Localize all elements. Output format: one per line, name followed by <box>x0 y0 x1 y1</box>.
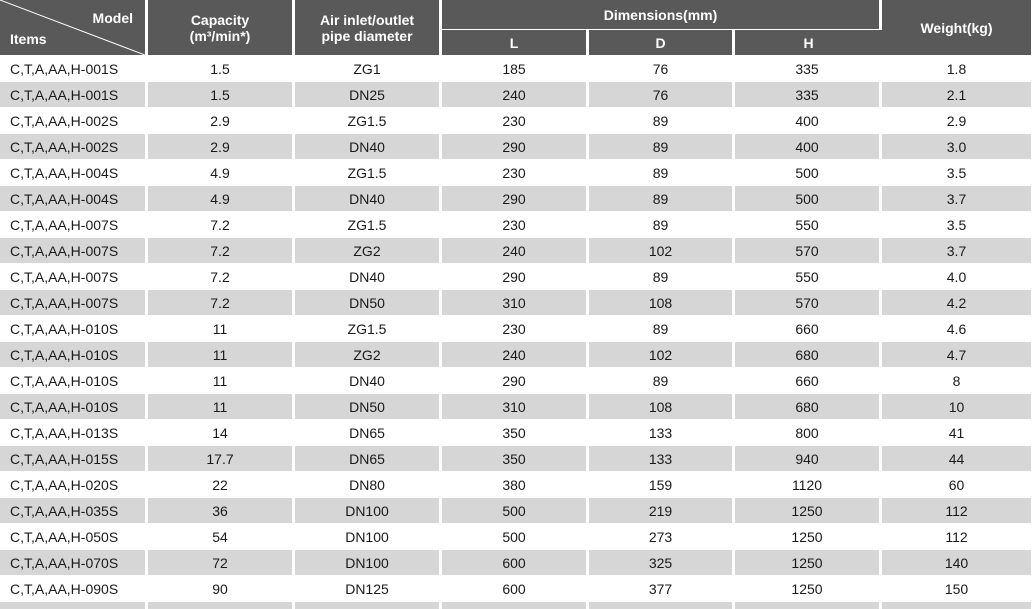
item-cell: C,T,A,AA,H-002S <box>0 107 148 133</box>
item-cell: C,T,A,AA,H-010S <box>0 341 148 367</box>
dim-l-cell: 500 <box>442 497 589 523</box>
table-row-partial <box>0 601 1031 609</box>
capacity-cell: 7.2 <box>148 237 295 263</box>
pipe-diameter-cell: ZG2 <box>295 341 442 367</box>
dim-h-cell: 500 <box>735 185 882 211</box>
weight-cell: 4.7 <box>882 341 1031 367</box>
dim-l-cell: 310 <box>442 289 589 315</box>
table-row <box>0 497 1031 523</box>
dim-h-cell: 660 <box>735 367 882 393</box>
capacity-header-line2: (m³/min*) <box>189 27 251 44</box>
dim-d-cell: 159 <box>589 471 735 497</box>
dim-h-cell: 800 <box>735 419 882 445</box>
dim-d-cell: 219 <box>589 497 735 523</box>
dim-d-cell: 89 <box>589 107 735 133</box>
pipe-diameter-cell: ZG1.5 <box>295 159 442 185</box>
table-row <box>0 263 1031 289</box>
dim-l-cell: 500 <box>442 523 589 549</box>
pipe-diameter-cell: DN100 <box>295 497 442 523</box>
empty-cell <box>882 601 1031 609</box>
capacity-cell: 14 <box>148 419 295 445</box>
dim-h-cell: 680 <box>735 341 882 367</box>
dim-h-cell: 1120 <box>735 471 882 497</box>
table-row <box>0 211 1031 237</box>
dim-d-cell: 133 <box>589 445 735 471</box>
weight-cell: 3.0 <box>882 133 1031 159</box>
empty-cell <box>148 601 295 609</box>
pipe-diameter-cell: DN100 <box>295 549 442 575</box>
dimensions-header: Dimensions(mm) <box>442 0 882 29</box>
capacity-cell: 1.5 <box>148 55 295 81</box>
table-row <box>0 549 1031 575</box>
dim-d-cell: 89 <box>589 211 735 237</box>
weight-cell: 8 <box>882 367 1031 393</box>
table-row <box>0 393 1031 419</box>
capacity-cell: 54 <box>148 523 295 549</box>
item-cell: C,T,A,AA,H-050S <box>0 523 148 549</box>
dim-d-cell: 89 <box>589 185 735 211</box>
dim-l-cell: 290 <box>442 367 589 393</box>
dim-l-cell: 240 <box>442 237 589 263</box>
pipe-diameter-cell: ZG1.5 <box>295 107 442 133</box>
dim-d-cell: 89 <box>589 367 735 393</box>
dim-l-header: L <box>442 29 589 55</box>
item-cell: C,T,A,AA,H-004S <box>0 159 148 185</box>
table-row <box>0 419 1031 445</box>
dim-l-cell: 380 <box>442 471 589 497</box>
weight-cell: 3.5 <box>882 211 1031 237</box>
capacity-cell: 11 <box>148 315 295 341</box>
dim-h-cell: 550 <box>735 263 882 289</box>
capacity-header <box>148 0 295 55</box>
dim-h-cell: 400 <box>735 133 882 159</box>
capacity-cell: 7.2 <box>148 289 295 315</box>
weight-cell: 4.2 <box>882 289 1031 315</box>
dim-h-header: H <box>735 29 882 55</box>
dim-h-cell: 1250 <box>735 523 882 549</box>
empty-cell <box>0 601 148 609</box>
item-cell: C,T,A,AA,H-013S <box>0 419 148 445</box>
table-row <box>0 471 1031 497</box>
pipe-diameter-cell: ZG1 <box>295 55 442 81</box>
dim-d-cell: 89 <box>589 159 735 185</box>
item-cell: C,T,A,AA,H-090S <box>0 575 148 601</box>
capacity-cell: 7.2 <box>148 211 295 237</box>
pipe-diameter-cell: DN100 <box>295 523 442 549</box>
table-row <box>0 523 1031 549</box>
table-row <box>0 341 1031 367</box>
dim-l-cell: 240 <box>442 341 589 367</box>
dim-h-cell: 660 <box>735 315 882 341</box>
item-cell: C,T,A,AA,H-007S <box>0 289 148 315</box>
item-cell: C,T,A,AA,H-015S <box>0 445 148 471</box>
weight-cell: 2.9 <box>882 107 1031 133</box>
table-row <box>0 55 1031 81</box>
table-row <box>0 107 1031 133</box>
capacity-cell: 2.9 <box>148 133 295 159</box>
capacity-cell: 22 <box>148 471 295 497</box>
item-cell: C,T,A,AA,H-070S <box>0 549 148 575</box>
capacity-cell: 1.5 <box>148 81 295 107</box>
weight-cell: 44 <box>882 445 1031 471</box>
item-cell: C,T,A,AA,H-007S <box>0 263 148 289</box>
pipe-diameter-cell: DN50 <box>295 289 442 315</box>
item-cell: C,T,A,AA,H-002S <box>0 133 148 159</box>
pipe-header-line2: pipe diameter <box>321 27 413 44</box>
weight-cell: 112 <box>882 523 1031 549</box>
table-row <box>0 445 1031 471</box>
dim-l-cell: 290 <box>442 263 589 289</box>
weight-cell: 4.6 <box>882 315 1031 341</box>
dim-l-cell: 350 <box>442 419 589 445</box>
dim-d-cell: 102 <box>589 237 735 263</box>
empty-cell <box>735 601 882 609</box>
pipe-diameter-cell: DN80 <box>295 471 442 497</box>
capacity-cell: 17.7 <box>148 445 295 471</box>
pipe-diameter-cell: DN25 <box>295 81 442 107</box>
dim-h-cell: 1250 <box>735 549 882 575</box>
weight-cell: 3.7 <box>882 237 1031 263</box>
table-row <box>0 315 1031 341</box>
capacity-header-line1: Capacity <box>190 11 250 28</box>
table-row <box>0 133 1031 159</box>
capacity-cell: 72 <box>148 549 295 575</box>
dim-h-cell: 500 <box>735 159 882 185</box>
weight-cell: 112 <box>882 497 1031 523</box>
table-row <box>0 81 1031 107</box>
dim-h-cell: 1250 <box>735 497 882 523</box>
dim-l-cell: 290 <box>442 133 589 159</box>
dim-l-cell: 230 <box>442 315 589 341</box>
dim-l-cell: 600 <box>442 575 589 601</box>
weight-cell: 10 <box>882 393 1031 419</box>
item-cell: C,T,A,AA,H-035S <box>0 497 148 523</box>
weight-cell: 140 <box>882 549 1031 575</box>
dim-h-cell: 1250 <box>735 575 882 601</box>
pipe-diameter-header <box>295 0 442 55</box>
weight-cell: 4.0 <box>882 263 1031 289</box>
item-cell: C,T,A,AA,H-001S <box>0 55 148 81</box>
pipe-diameter-cell: DN125 <box>295 575 442 601</box>
dim-l-cell: 230 <box>442 159 589 185</box>
items-label: Items <box>10 31 47 47</box>
table-header <box>0 0 1031 55</box>
model-label: Model <box>92 10 133 26</box>
dim-d-cell: 76 <box>589 81 735 107</box>
dim-h-cell: 550 <box>735 211 882 237</box>
dim-l-cell: 185 <box>442 55 589 81</box>
header-row-top <box>0 0 1031 29</box>
empty-cell <box>442 601 589 609</box>
pipe-diameter-cell: DN40 <box>295 263 442 289</box>
weight-cell: 2.1 <box>882 81 1031 107</box>
table-row <box>0 159 1031 185</box>
dim-l-cell: 240 <box>442 81 589 107</box>
table-body <box>0 55 1031 609</box>
empty-cell <box>589 601 735 609</box>
dim-l-cell: 230 <box>442 211 589 237</box>
table-row <box>0 289 1031 315</box>
weight-header: Weight(kg) <box>882 0 1031 55</box>
capacity-cell: 90 <box>148 575 295 601</box>
item-cell: C,T,A,AA,H-020S <box>0 471 148 497</box>
dim-d-cell: 273 <box>589 523 735 549</box>
dim-d-cell: 89 <box>589 133 735 159</box>
item-cell: C,T,A,AA,H-007S <box>0 237 148 263</box>
item-cell: C,T,A,AA,H-001S <box>0 81 148 107</box>
dim-d-cell: 108 <box>589 289 735 315</box>
dim-h-cell: 335 <box>735 55 882 81</box>
dim-h-cell: 570 <box>735 289 882 315</box>
weight-cell: 150 <box>882 575 1031 601</box>
capacity-cell: 4.9 <box>148 185 295 211</box>
table-row <box>0 237 1031 263</box>
capacity-cell: 11 <box>148 367 295 393</box>
capacity-cell: 36 <box>148 497 295 523</box>
dim-l-cell: 310 <box>442 393 589 419</box>
dim-l-cell: 350 <box>442 445 589 471</box>
table-row <box>0 367 1031 393</box>
capacity-cell: 11 <box>148 341 295 367</box>
dim-d-cell: 377 <box>589 575 735 601</box>
dim-l-cell: 290 <box>442 185 589 211</box>
empty-cell <box>295 601 442 609</box>
weight-cell: 41 <box>882 419 1031 445</box>
dim-h-cell: 680 <box>735 393 882 419</box>
dim-h-cell: 400 <box>735 107 882 133</box>
dim-h-cell: 940 <box>735 445 882 471</box>
pipe-diameter-cell: DN65 <box>295 419 442 445</box>
model-items-header <box>0 0 148 55</box>
item-cell: C,T,A,AA,H-010S <box>0 315 148 341</box>
weight-cell: 3.7 <box>882 185 1031 211</box>
pipe-diameter-cell: ZG2 <box>295 237 442 263</box>
item-cell: C,T,A,AA,H-004S <box>0 185 148 211</box>
dim-d-cell: 108 <box>589 393 735 419</box>
capacity-cell: 4.9 <box>148 159 295 185</box>
capacity-cell: 11 <box>148 393 295 419</box>
weight-cell: 1.8 <box>882 55 1031 81</box>
dim-l-cell: 230 <box>442 107 589 133</box>
pipe-diameter-cell: ZG1.5 <box>295 211 442 237</box>
table-row <box>0 575 1031 601</box>
dim-d-cell: 89 <box>589 263 735 289</box>
pipe-header-line1: Air inlet/outlet <box>319 11 415 28</box>
dim-d-header: D <box>589 29 735 55</box>
capacity-cell: 2.9 <box>148 107 295 133</box>
table-row <box>0 185 1031 211</box>
pipe-diameter-cell: DN40 <box>295 185 442 211</box>
pipe-diameter-cell: DN40 <box>295 367 442 393</box>
dim-d-cell: 325 <box>589 549 735 575</box>
dim-h-cell: 335 <box>735 81 882 107</box>
dim-d-cell: 76 <box>589 55 735 81</box>
item-cell: C,T,A,AA,H-010S <box>0 367 148 393</box>
dim-l-cell: 600 <box>442 549 589 575</box>
weight-cell: 3.5 <box>882 159 1031 185</box>
pipe-diameter-cell: DN40 <box>295 133 442 159</box>
item-cell: C,T,A,AA,H-007S <box>0 211 148 237</box>
pipe-diameter-cell: DN50 <box>295 393 442 419</box>
capacity-cell: 7.2 <box>148 263 295 289</box>
item-cell: C,T,A,AA,H-010S <box>0 393 148 419</box>
dim-h-cell: 570 <box>735 237 882 263</box>
pipe-diameter-cell: DN65 <box>295 445 442 471</box>
dim-d-cell: 102 <box>589 341 735 367</box>
pipe-diameter-cell: ZG1.5 <box>295 315 442 341</box>
dim-d-cell: 133 <box>589 419 735 445</box>
dim-d-cell: 89 <box>589 315 735 341</box>
weight-cell: 60 <box>882 471 1031 497</box>
